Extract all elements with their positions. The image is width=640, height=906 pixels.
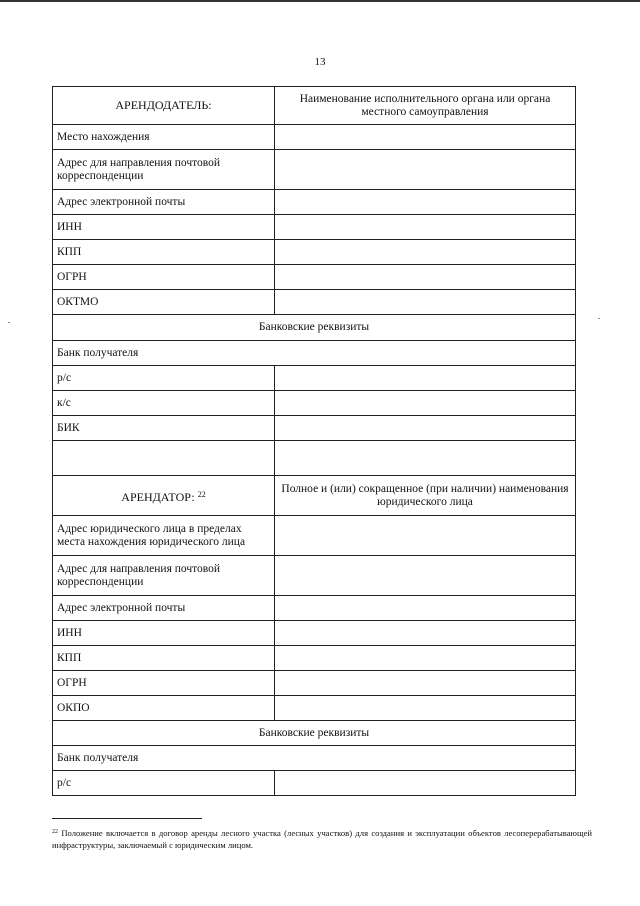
row-value-cell xyxy=(275,150,576,190)
row-label: Адрес электронной почты xyxy=(53,190,275,215)
table-row xyxy=(53,441,576,476)
landlord-header-row xyxy=(53,87,576,125)
row-label: р/с xyxy=(53,366,275,391)
table-row xyxy=(53,556,576,596)
tenant-bank-title: Банковские реквизиты xyxy=(53,721,576,746)
bank-name-label: Банк получателя xyxy=(53,341,576,366)
table-row xyxy=(53,341,576,366)
table-row xyxy=(53,290,576,315)
tenant-label: АРЕНДАТОР: xyxy=(121,489,195,504)
section-title-row xyxy=(53,315,576,341)
row-label: Адрес для направления почтовой корреспонденции xyxy=(53,150,275,190)
row-label: р/с xyxy=(53,771,275,796)
row-value-cell xyxy=(275,516,576,556)
row-label: Адрес юридического лица в пределах места нахождения юридического лица xyxy=(53,516,275,556)
row-label: ИНН xyxy=(53,621,275,646)
row-value-cell xyxy=(275,190,576,215)
row-label: Адрес для направления почтовой корреспонденции xyxy=(53,556,275,596)
scan-top-edge xyxy=(0,0,640,2)
table-row xyxy=(53,265,576,290)
row-value-cell xyxy=(275,215,576,240)
row-value-cell xyxy=(275,771,576,796)
table-row xyxy=(53,416,576,441)
row-label: Адрес электронной почты xyxy=(53,596,275,621)
scan-speck xyxy=(8,322,10,323)
section-title-row xyxy=(53,721,576,746)
row-value-cell xyxy=(275,696,576,721)
table-row xyxy=(53,215,576,240)
row-value-cell xyxy=(275,290,576,315)
footnote xyxy=(52,826,592,851)
row-label: ИНН xyxy=(53,215,275,240)
table-row xyxy=(53,516,576,556)
tenant-label-cell xyxy=(53,476,275,516)
row-label: КПП xyxy=(53,646,275,671)
table-row xyxy=(53,190,576,215)
scan-speck xyxy=(598,318,600,319)
row-value-cell xyxy=(275,366,576,391)
table-row xyxy=(53,240,576,265)
table-row xyxy=(53,671,576,696)
bank-name-label: Банк получателя xyxy=(53,746,576,771)
table-row xyxy=(53,125,576,150)
landlord-label: АРЕНДОДАТЕЛЬ: xyxy=(53,87,275,125)
footnote-ref: 22 xyxy=(197,489,206,499)
row-label: ОКПО xyxy=(53,696,275,721)
row-label: к/с xyxy=(53,391,275,416)
row-label xyxy=(53,441,275,476)
page-number: 13 xyxy=(314,56,326,68)
row-value-cell xyxy=(275,265,576,290)
footnote-separator xyxy=(52,818,202,819)
table-row xyxy=(53,771,576,796)
table-row xyxy=(53,621,576,646)
row-value-cell xyxy=(275,671,576,696)
row-value-cell xyxy=(275,621,576,646)
row-label: Место нахождения xyxy=(53,125,275,150)
landlord-bank-title: Банковские реквизиты xyxy=(53,315,576,341)
row-value-cell xyxy=(275,556,576,596)
row-label: БИК xyxy=(53,416,275,441)
row-value-cell xyxy=(275,125,576,150)
footnote-number: 22 xyxy=(52,829,58,835)
requisites-table xyxy=(52,86,576,796)
table-row xyxy=(53,150,576,190)
table-row xyxy=(53,366,576,391)
row-value-cell xyxy=(275,596,576,621)
landlord-header-value: Наименование исполнительного органа или органа местного самоуправления xyxy=(275,87,576,125)
row-value-cell xyxy=(275,646,576,671)
row-value-cell xyxy=(275,416,576,441)
row-label: ОКТМО xyxy=(53,290,275,315)
row-label: КПП xyxy=(53,240,275,265)
footnote-text: Положение включается в договор аренды лесного участка (лесных участков) для создания и эксплуатации объектов лесоперерабатывающей инфраструктуры, заключаемый с юридическим лицом. xyxy=(52,828,592,850)
row-label: ОГРН xyxy=(53,671,275,696)
tenant-header-value: Полное и (или) сокращенное (при наличии) наименования юридического лица xyxy=(275,476,576,516)
table-row xyxy=(53,596,576,621)
table-row xyxy=(53,696,576,721)
row-value-cell xyxy=(275,240,576,265)
table-row xyxy=(53,746,576,771)
row-label: ОГРН xyxy=(53,265,275,290)
row-value-cell xyxy=(275,441,576,476)
row-value-cell xyxy=(275,391,576,416)
tenant-header-row xyxy=(53,476,576,516)
table-row xyxy=(53,391,576,416)
table-row xyxy=(53,646,576,671)
